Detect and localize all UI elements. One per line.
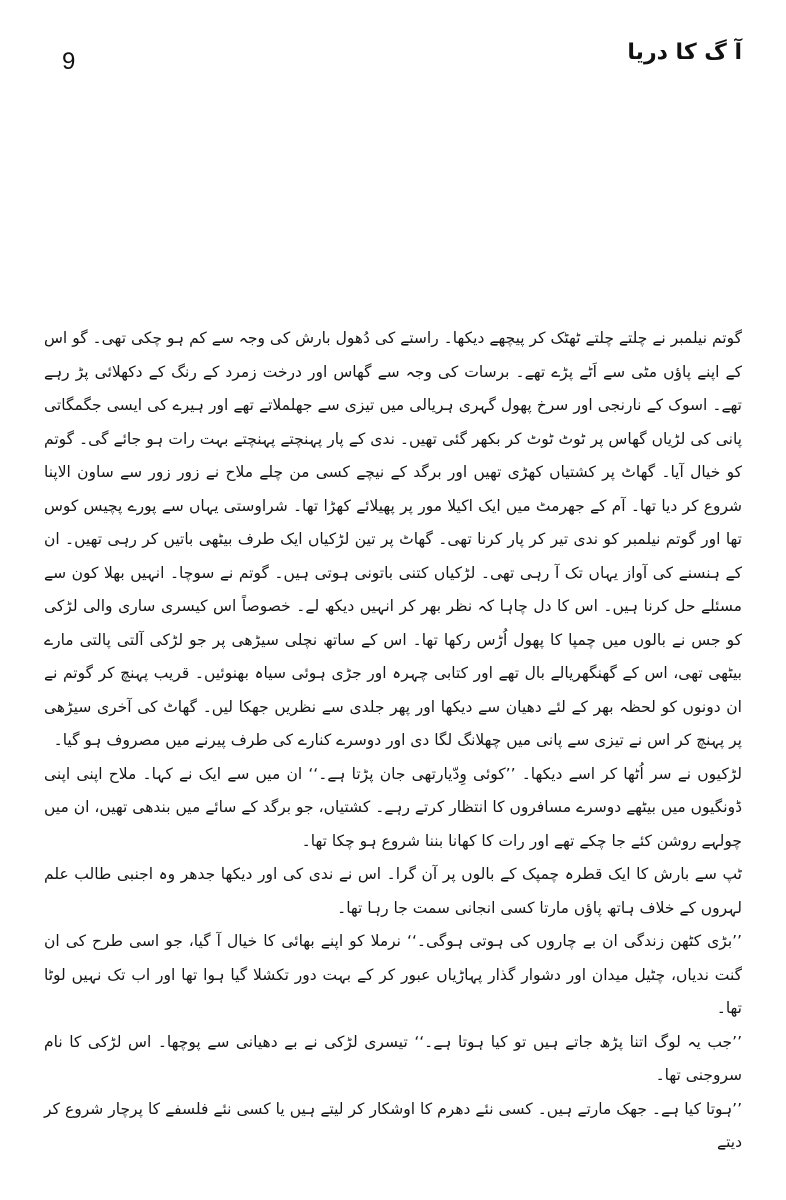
body-text — [44, 322, 742, 1160]
paragraph: ’’جب یہ لوگ اتنا پڑھ جاتے ہیں تو کیا ہوتا ہے۔‘‘ تیسری لڑکی نے بے دھیانی سے پوچھا۔ اس لڑکی کا نام سروجنی تھا۔ — [44, 1032, 742, 1084]
paragraph: گوتم نیلمبر نے چلتے چلتے ٹھٹک کر پیچھے دیکھا۔ راستے کی دُھول بارش کی وجہ سے کم ہو چکی تھی۔ گو اس کے اپنے پاؤں مٹی سے اَٹے پڑے تھے۔ برسات کی وجہ سے گھاس اور درخت زمرد کے رنگ کے دکھلائی پڑ رہے تھے۔ اسوک کے نارنجی اور سرخ پھول گہری ہریالی میں تیزی سے جھلملاتے تھے اور ہیرے کی ایسی جگمگاتی پانی کی لڑیاں گھاس پر ٹوٹ ٹوٹ کر بکھر گئی تھیں۔ ندی کے پار پہنچتے پہنچتے بہت رات ہو جائے گی۔ گوتم کو خیال آیا۔ گھاٹ پر کشتیاں کھڑی تھیں اور برگد کے نیچے کسی من چلے ملاح نے زور زور سے ساون الاپنا شروع کر دیا تھا۔ آم کے جھرمٹ میں ایک اکیلا مور پر پھیلائے کھڑا تھا۔ شراوستی یہاں سے پورے پچیس کوس تھا اور گوتم نیلمبر کو ندی تیر کر پار کرنا تھی۔ گھاٹ پر تین لڑکیاں ایک طرف بیٹھی باتیں کر رہی تھیں۔ ان کے ہنسنے کی آواز یہاں تک آ رہی تھی۔ لڑکیاں کتنی باتونی ہوتی ہیں۔ گوتم نے سوچا۔ انہیں بھلا کون سے مسئلے حل کرنا ہیں۔ اس کا دل چاہا کہ نظر بھر کر انہیں دیکھ لے۔ خصوصاً اس کیسری ساری والی لڑکی کو جس نے بالوں میں چمپا کا پھول اُڑس رکھا تھا۔ اس کے ساتھ نچلی سیڑھی پر جو لڑکی آلتی پالتی مارے بیٹھی تھی، اس کے گھنگھریالے بال تھے اور کتابی چہرہ اور جڑی ہوئی سیاہ بھنوئیں۔ قریب پہنچ کر گوتم نے ان دونوں کو لحظہ بھر کے لئے دھیان سے دیکھا اور پھر جلدی سے نظریں جھکا لیں۔ گھاٹ کی آخری سیڑھی پر پہنچ کر اس نے تیزی سے پانی میں چھلانگ لگا دی اور دوسرے کنارے کی طرف پیرنے میں مصروف ہو گیا۔ — [44, 329, 742, 749]
paragraph: ٹپ سے بارش کا ایک قطرہ چمپک کے بالوں پر آن گرا۔ اس نے ندی کی اور دیکھا جدھر وہ اجنبی طالب علم لہروں کے خلاف ہاتھ پاؤں مارتا کسی انجانی سمت جا رہا تھا۔ — [44, 865, 742, 917]
running-title: آ گ کا دریا — [627, 40, 742, 65]
page-number: 9 — [62, 48, 76, 75]
paragraph: ’’ہوتا کیا ہے۔ جھک مارتے ہیں۔ کسی نئے دھرم کا اوشکار کر لیتے ہیں یا کسی نئے فلسفے کا پرچار شروع کر دیتے — [44, 1099, 742, 1151]
paragraph: ’’بڑی کٹھن زندگی ان بے چاروں کی ہوتی ہوگی۔‘‘ نرملا کو اپنے بھائی کا خیال آ گیا، جو اسی طرح کی ان گنت ندیاں، چٹیل میدان اور دشوار گذار پہاڑیاں عبور کر کے بہت دور تکشلا گیا ہوا تھا اور اب تک نہیں لوٹا تھا۔ — [44, 932, 742, 1017]
paragraph: لڑکیوں نے سر اُٹھا کر اسے دیکھا۔ ’’کوئی وِدّیارتھی جان پڑتا ہے۔‘‘ ان میں سے ایک نے کہا۔ ملاح اپنی اپنی ڈونگیوں میں بیٹھے دوسرے مسافروں کا انتظار کرتے رہے۔ کشتیاں، جو برگد کے سائے میں بندھی تھیں، ان میں چولہے روشن کئے جا چکے تھے اور رات کا کھانا بننا شروع ہو چکا تھا۔ — [44, 764, 742, 850]
page-header — [40, 40, 742, 88]
